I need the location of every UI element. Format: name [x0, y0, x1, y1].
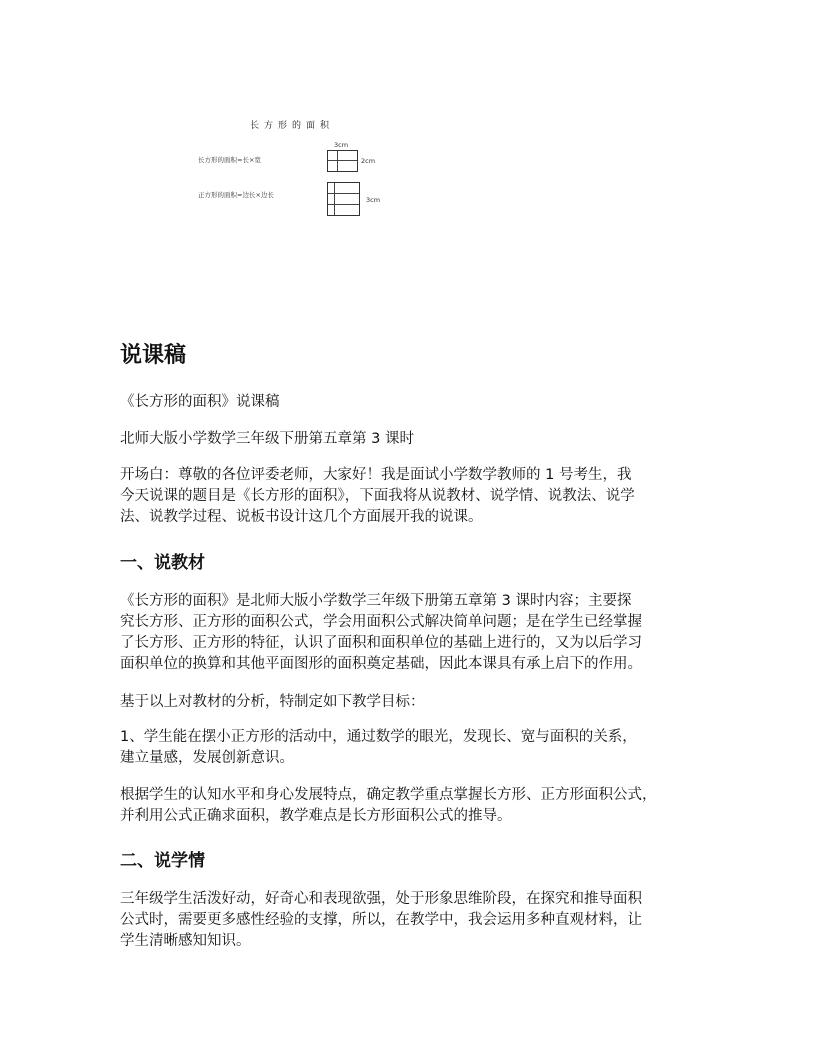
students-line: 公式时，需要更多感性经验的支撑，所以，在教学中，我会运用多种直观材料，让 [120, 912, 642, 928]
keypoint-line: 并利用公式正确求面积，教学难点是长方形面积公式的推导。 [120, 808, 512, 824]
doc-subtitle: 《长方形的面积》说课稿 [120, 394, 280, 410]
opening-line: 法、说教学过程、说板书设计这几个方面展开我的说课。 [120, 509, 483, 525]
materials-line: 《长方形的面积》是北师大版小学数学三年级下册第五章第 3 课时内容；主要探 [120, 593, 632, 609]
dim-top-label: 3cm [334, 141, 349, 149]
materials-line: 面积单位的换算和其他平面图形的面积奠定基础，因此本课具有承上启下的作用。 [120, 656, 642, 672]
materials-line: 了长方形、正方形的特征，认识了面积和面积单位的基础上进行的，又为以后学习 [120, 635, 642, 651]
board-title: 长方形的面积 [250, 121, 335, 131]
students-line: 三年级学生活泼好动，好奇心和表现欲强，处于形象思维阶段，在探究和推导面积 [120, 891, 642, 907]
objective-line: 1、学生能在摆小正方形的活动中，通过数学的眼光，发现长、宽与面积的关系， [120, 729, 637, 745]
objective-line: 建立量感，发展创新意识。 [120, 750, 294, 766]
opening-line: 今天说课的题目是《长方形的面积》，下面我将从说教材、说学情、说教法、说学 [120, 488, 635, 504]
doc-title: 说课稿 [120, 343, 187, 368]
formula-square: 正方形的面积=边长×边长 [198, 191, 274, 199]
objectives-intro: 基于以上对教材的分析，特制定如下教学目标： [120, 694, 425, 710]
rectangle-figure [327, 150, 358, 172]
section-heading-materials: 一、说教材 [120, 553, 205, 573]
materials-line: 究长方形、正方形的面积公式，学会用面积公式解决简单问题；是在学生已经掌握 [120, 614, 642, 630]
square-figure [327, 182, 360, 216]
students-line: 学生清晰感知知识。 [120, 933, 251, 949]
opening-line: 开场白：尊敬的各位评委老师，大家好！我是面试小学数学教师的 1 号考生，我 [120, 467, 632, 483]
course-info: 北师大版小学数学三年级下册第五章第 3 课时 [120, 431, 414, 447]
dim-square-side-label: 3cm [366, 196, 381, 204]
section-heading-students: 二、说学情 [120, 851, 205, 871]
keypoint-line: 根据学生的认知水平和身心发展特点，确定教学重点掌握长方形、正方形面积公式， [120, 787, 657, 803]
formula-rectangle: 长方形的面积=长×宽 [198, 156, 261, 164]
dim-rect-side-label: 2cm [361, 157, 376, 165]
